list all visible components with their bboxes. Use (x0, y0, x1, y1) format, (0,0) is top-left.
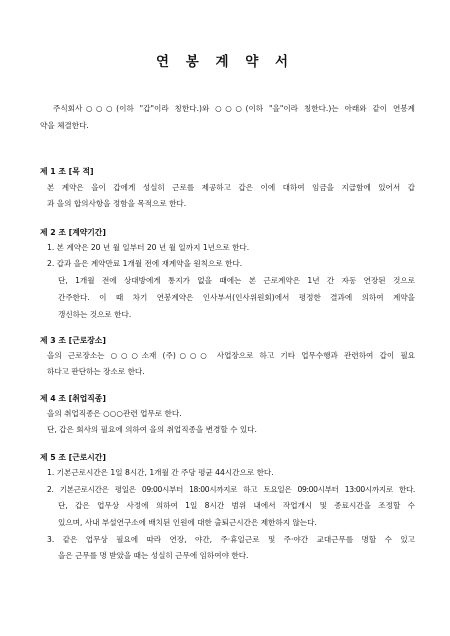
article-4-heading (40, 393, 106, 404)
article-1-number: 제 1 조 (40, 167, 66, 176)
article-1-line-1: 본 계약은 을이 갑에게 성실히 근로를 제공하고 갑은 이에 대하여 임금을 지급함에 있어서 갑 (47, 183, 415, 192)
article-3-line-2: 하다고 판단하는 장소로 한다. (47, 367, 145, 376)
article-5-item-2: 2. 기본근로시간은 평일은 09:00시부터 18:00시까지로 하고 토요일은 09:00시부터 13:00시까지로 한다. (47, 485, 415, 494)
article-1-title: [목 적] (68, 167, 94, 176)
article-3-title: [근로장소] (68, 336, 106, 345)
article-5-item-1: 1. 기본근로시간은 1일 8시간, 1개월 간 주당 평균 44시간으로 한다. (47, 468, 274, 477)
article-5-line-3: 단, 갑은 업무상 사정에 의하여 1일 8시간 범위 내에서 작업개시 및 종료시간을 조정할 수 (58, 501, 415, 510)
article-5-number: 제 5 조 (40, 453, 66, 462)
article-2-number: 제 2 조 (40, 228, 66, 237)
intro-line-1: 주식회사○○○(이하 "갑"이라 칭한다.)와 ○○○(이하 "을"이라 칭한다.)는 아래와 같이 연봉계 (53, 104, 415, 113)
article-3-heading (40, 335, 106, 346)
article-5-title: [근로시간] (68, 453, 106, 462)
intro-line-2: 약을 체결한다. (40, 121, 89, 130)
article-4-line-1: 을의 취업직종은 ○○○관련 업무로 한다. (47, 409, 182, 418)
article-2-item-2: 2. 갑과 을은 계약만료 1개월 전에 재계약을 원칙으로 한다. (47, 259, 243, 268)
article-5-line-6: 을은 근무를 명 받았을 때는 성실히 근무에 임하여야 한다. (58, 551, 249, 560)
document-title: 연 봉 계 약 서 (155, 54, 294, 70)
article-2-line-3: 단, 1개월 전에 상대방에게 통지가 없을 때에는 본 근로계약은 1년 간 자동 연장된 것으로 (58, 276, 415, 285)
article-2-heading (40, 227, 106, 238)
article-1-line-2: 과 을의 합의사항을 정함을 목적으로 한다. (47, 199, 187, 208)
article-2-title: [계약기간] (68, 228, 106, 237)
article-1-heading (40, 166, 94, 177)
article-4-title: [취업직종] (68, 394, 106, 403)
article-5-item-3: 3. 같은 업무상 필요에 따라 연장, 야간, 주·휴일근로 및 주·야간 교대근무를 명할 수 있고 (47, 535, 415, 544)
article-4-number: 제 4 조 (40, 394, 66, 403)
article-3-number: 제 3 조 (40, 336, 66, 345)
article-2-line-5: 갱신하는 것으로 한다. (58, 310, 132, 319)
article-3-line-1: 을의 근로장소는 ○○○소재 (주)○○○ 사업장으로 하고 기타 업무수행과 관련하여 갑이 필요 (47, 351, 415, 360)
article-5-line-4: 있으며, 사내 부설연구소에 배치된 인원에 대한 출퇴근시간은 제한하지 않는다. (58, 518, 317, 527)
article-4-line-2: 단, 갑은 회사의 필요에 의하여 을의 취업직종을 변경할 수 있다. (47, 425, 257, 434)
article-2-item-1: 1. 본 계약은 20 년 월 일부터 20 년 월 일까지 1년으로 한다. (47, 243, 250, 252)
article-2-line-4: 간주한다. 이 때 차기 연봉계약은 인사부서(인사위원회)에서 평정한 결과에 의하여 계약을 (58, 293, 415, 302)
article-5-heading (40, 452, 106, 463)
